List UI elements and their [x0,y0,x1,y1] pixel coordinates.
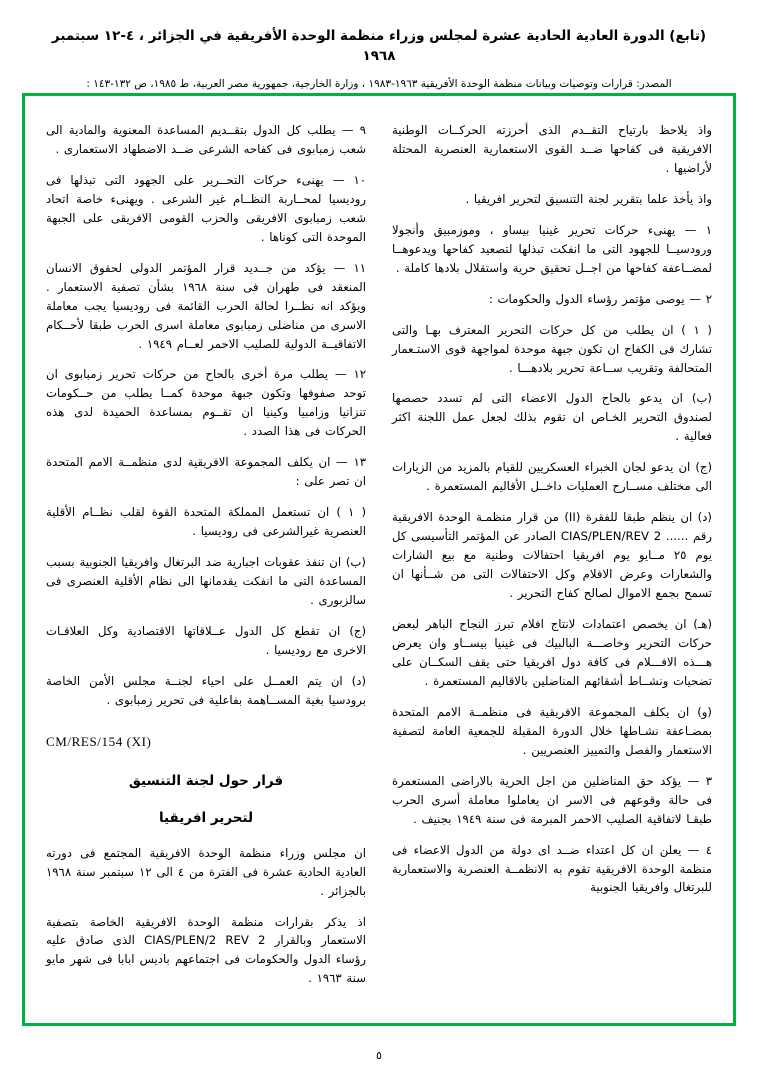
paragraph: واذ يلاحظ بارتياح التقــدم الذى أحرزته الحركــات الوطنية الافريقية فى كفاحها ضــد القوى الاستعمارية العنصرية المحتلة لأراضيها . [392,123,712,175]
paragraph: ١٠ — يهنىء حركات التحــرير على الجهود التى تبذلها فى روديسيا لمحــاربة النظــام غير الشرعى . ويهنىء خاصة اتحاد شعب زمبابوى الافريقى والحزب القومى الافريقى على الجبهة الموحدة التى كوناها . [46,172,366,244]
two-column-body [28,99,730,1020]
paragraph: اذ يذكر بقرارات منظمة الوحدة الافريقية الخاصة بتصفية الاستعمار وبالقرار CIAS/PLEN/2 REV 2 الذى صادق عليه رؤساء الدول والحكومات فى اجتماعهم باديس ابابا فى شهر مايو سنة ١٩٦٣ . [46,914,366,986]
resolution-code: CM/RES/154 (XI) [46,733,152,749]
right-column [392,121,712,1010]
paragraph: ( ١ ) ان تستعمل المملكة المتحدة القوة لقلب نظــام الأقلية العنصرية غيرالشرعى فى روديسيا . [46,505,367,539]
section-heading-line-2: لتحرير افريقيا [158,809,254,826]
paragraph: (ب) ان تنفذ عقوبات اجبارية ضد البرتغال وافريقيا الجنوبية بسبب المساعدة التى ما انفكت يقدمانها الى نظام الأقلية العنصرى فى سالزبورى . [46,555,366,608]
paragraph: ٢ — يوصى مؤتمر رؤساء الدول والحكومات : [488,291,712,306]
page-number: ٥ [376,1049,382,1062]
paragraph: ان مجلس وزراء منظمة الوحدة الافريقية المجتمع فى دورته العادية الحادية عشرة فى الفترة من ٤ الى ١٢ سبتمبر سنة ١٩٦٨ بالجزائر . [46,845,367,898]
paragraph: (هـ) ان يخصص اعتمادات لانتاج افلام تبرز النجاح الباهر لبعض حركات التحرير وخاصـــة البالبيك فى غينيا بيســاو وان يعرض هـــذه الافـــلام فى كافة دول افريقيا حتى يقف السكــان على تضحيات ونشــاط أشقائهم المناضلين بالاقاليم المستعمرة . [392,617,712,688]
paragraph: ١٣ — ان يكلف المجموعة الافريقية لدى منظمــة الامم المتحدة ان تصر على : [46,455,366,489]
document-title: (تابع) الدورة العادية الحادية عشرة لمجلس وزراء منظمة الوحدة الأفريقية في الجزائر ، ٤-١٢ سبتمبر ١٩٦٨ [51,28,707,65]
paragraph: (د) ان ينظم طبقا للفقرة (II) من قرار منظمـة الوحدة الافريقية رقم ...... CIAS/PLEN/REV 2 الصادر عن المؤتمر التأسيسى كل يوم ٢٥ مــايو يوم افريقيا احتفالات وطنية مع بيع الشارات والشعارات وعرض الافلام وكل الاحتفالات التى من شــأنها ان تسمح بجمع الاموال لصالح كفاح التحرير . [392,510,712,601]
paragraph: ١٢ — يطلب مرة أخرى بالحاح من حركات تحرير زمبابوى ان توحد صفوفها وتكون جبهة موحدة كمــا يطلب من حــكومات تنزانيا وزامبيا وكينيا ان تقــوم بمساعدة الحميدة لدى هذه الحركات فى هذا الصدد . [46,367,366,439]
paragraph: ٣ — يؤكد حق المناضلين من اجل الحرية بالاراضى المستعمرة فى حالة وقوعهم فى الاسر ان يعاملوا معاملة أسرى الحرب طبقـا لاتفاقية الصليب الاحمر المبرمة فى سنة ١٩٤٩ بجنيف . [392,773,712,826]
paragraph: ٩ — يطلب كل الدول بتقــديم المساعدة المعنوية والمادية الى شعب زمبابوى فى كفاحه الشرعى ضــد الاضطهاد الاستعمارى . [46,123,366,156]
paragraph: واذ يأخذ علما بتقرير لجنة التنسيق لتحرير افريقيا . [465,191,712,206]
paragraph: (ب) ان يدعو بالحاح الدول الاعضاء التى لم تسدد حصصها لصندوق التحرير الخـاص ان تقوم بذلك لجعل عمل اللجنة اكثر فعالية . [392,391,712,444]
left-column [46,121,366,1010]
paragraph: (و) ان يكلف المجموعة الافريقية فى منظمــة الامم المتحدة بمضـاعفة نشـاطها خلال الدورة المقبلة للجمعية العامة لتصفية الاستعمار والفصل والتمييز العنصريين . [392,704,712,757]
section-heading-line-1: قرار حول لجنة التنسيق [128,772,284,789]
paragraph: (ج) ان يدعو لجان الخبراء العسكريين للقيام بالمزيد من الزيارات الى مختلف مســارح العمليات داخــل الأقاليم المستعمرة . [392,460,712,494]
document-header [0,0,758,91]
paragraph: ٤ — يعلن ان كل اعتداء ضــد اى دولة من الدول الاعضاء فى منظمة الوحدة الافريقية تقوم به الانظمــة العنصرية والاستعمارية للبرتغال وافريقيا الجنوبية [392,842,712,895]
paragraph: ( ١ ) ان يطلب من كل حركات التحرير المعترف بهـا والتى تشارك فى الكفاح ان تكون جبهة موحدة لمواجهة قوى الاستـعمار المتحالفة وتقريب ســاعة تحرير بلادهـــا . [392,322,712,375]
paragraph: (ج) ان تقطع كل الدول عــلاقاتها الاقتصادية وكل العلاقـات الاخرى مع روديسيا . [46,623,366,657]
document-source-line: المصدر: قرارات وتوصيات وبيانات منظمة الوحدة الأفريقية ١٩٦٣-١٩٨٣ ، وزارة الخارجية، جمهورية مصر العربية، ط ١٩٨٥، ص ١٣٢-١٤٣ : [86,77,672,90]
paragraph: ١ — يهنىء حركات تحرير غينيا بيساو ، وموزمبيق وأنجولا ورودسيــا للجهود التى ما انفكت تبذلها لتصعيد كفاحها ويدعوهــا لمضــاعفة كفاحها من اجــل تحقيق حرية واستقلال بلادها كاملة . [392,222,712,275]
paragraph: ١١ — يؤكد من جــديد قرار المؤتمر الدولى لحقوق الانسان المنعقد فى طهران فى سنة ١٩٦٨ بشأن تصفية الاستعمار . ويؤكد انه نظــرا لحالة الحرب القائمة فى روديسيا يجب معاملة الاسرى من مناضلى زمبابوى معاملة اسرى الحرب طبقا لأحــكام الاتفاقيــة الدولية للصليب الاحمر لعــام ١٩٤٩ . [46,260,366,351]
paragraph: (د) ان يتم العمــل على احياء لجنــة مجلس الأمن الخاصة برودسيا بغية المســاهمة بفاعلية فى تحرير زمبابوى . [46,673,366,707]
